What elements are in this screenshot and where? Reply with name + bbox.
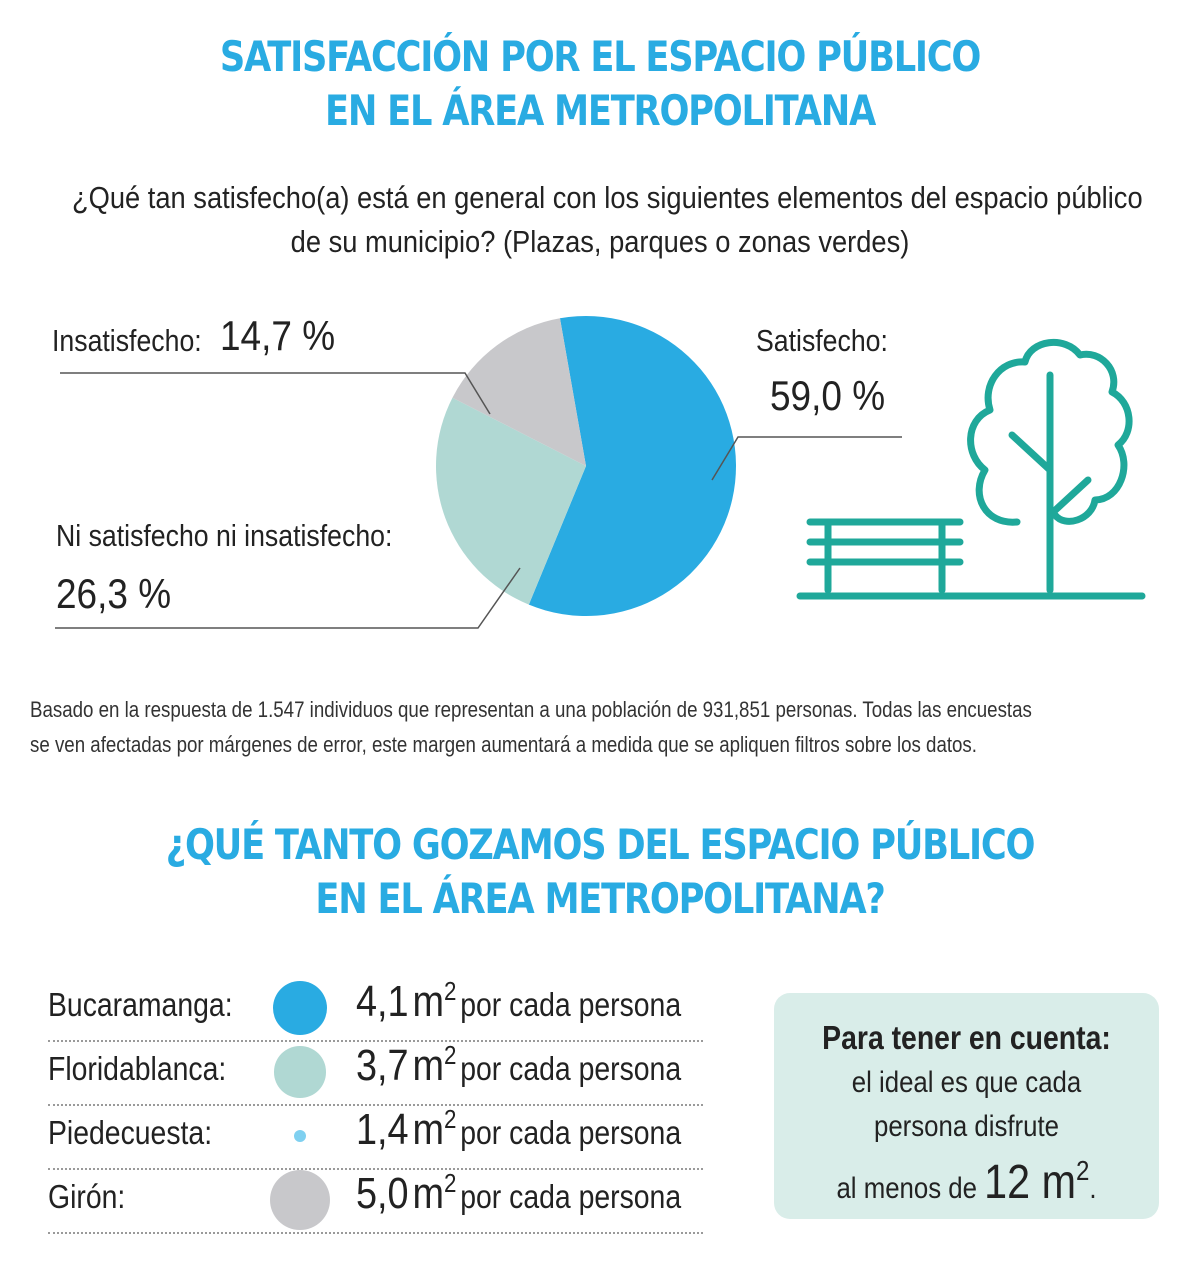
list-item bbox=[48, 976, 703, 1042]
note-line-2: persona disfrute bbox=[873, 1110, 1060, 1143]
value-neutral: 26,3 % bbox=[56, 570, 172, 617]
note-heading: Para tener en cuenta: bbox=[822, 1019, 1111, 1056]
bench-icon bbox=[800, 522, 1142, 596]
city-name: Floridablanca: bbox=[48, 1050, 227, 1087]
value-insatisfecho: 14,7 % bbox=[220, 312, 336, 359]
list-item bbox=[48, 1168, 703, 1234]
tree-icon bbox=[971, 342, 1130, 590]
section-title bbox=[96, 818, 1104, 926]
survey-question-line-2: de su municipio? (Plazas, parques o zonas verdes) bbox=[290, 224, 910, 259]
ideal-value: 12 m bbox=[984, 1156, 1076, 1209]
area-value: 3,7 m2 por cada persona bbox=[356, 1040, 682, 1090]
area-value: 5,0 m2 por cada persona bbox=[356, 1168, 682, 1218]
label-satisfecho: Satisfecho: bbox=[756, 323, 888, 358]
list-item bbox=[48, 1104, 703, 1170]
footnote-line-1: Basado en la respuesta de 1.547 individuos que representan a una población de 931,851 personas. Todas las encuestas bbox=[30, 697, 1032, 722]
pie-slices bbox=[436, 316, 736, 616]
city-name: Piedecuesta: bbox=[48, 1114, 213, 1151]
area-circle bbox=[294, 1130, 306, 1142]
area-value: 4,1 m2 por cada persona bbox=[356, 976, 682, 1026]
section-title-line-1: ¿QUÉ TANTO GOZAMOS DEL ESPACIO PÚBLICO bbox=[165, 820, 1035, 869]
value-satisfecho: 59,0 % bbox=[770, 372, 886, 419]
area-circle bbox=[274, 1046, 326, 1098]
list-item bbox=[48, 1040, 703, 1106]
note-line-3: al menos de 12 m2. bbox=[836, 1155, 1097, 1209]
main-title-line-1: SATISFACCIÓN POR EL ESPACIO PÚBLICO bbox=[219, 32, 981, 81]
footnote-line-2: se ven afectadas por márgenes de error, este margen aumentará a medida que se apliquen filtros sobre los datos. bbox=[30, 732, 977, 757]
city-name: Girón: bbox=[48, 1178, 126, 1215]
area-circle bbox=[273, 981, 327, 1035]
label-insatisfecho: Insatisfecho: bbox=[52, 323, 202, 358]
label-neutral: Ni satisfecho ni insatisfecho: bbox=[56, 518, 393, 553]
leader-line-satisfecho bbox=[712, 437, 902, 480]
footnote bbox=[30, 692, 1161, 762]
city-name: Bucaramanga: bbox=[48, 986, 233, 1023]
main-title-line-2: EN EL ÁREA METROPOLITANA bbox=[324, 86, 876, 135]
note-line-1: el ideal es que cada bbox=[851, 1066, 1082, 1099]
area-circle bbox=[270, 1170, 330, 1230]
leader-line-insatisfecho bbox=[60, 373, 490, 414]
section-title-line-2: EN EL ÁREA METROPOLITANA? bbox=[315, 874, 885, 923]
area-value: 1,4 m2 por cada persona bbox=[356, 1104, 682, 1154]
note-box bbox=[774, 993, 1159, 1219]
survey-question-line-1: ¿Qué tan satisfecho(a) está en general con los siguientes elementos del espacio público bbox=[72, 180, 1143, 215]
